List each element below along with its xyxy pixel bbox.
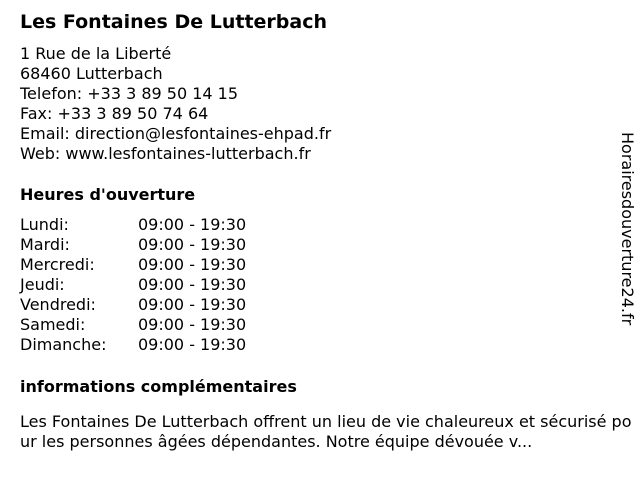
additional-info-heading: informations complémentaires (20, 377, 297, 396)
hours-row (20, 235, 246, 255)
hours-row (20, 295, 246, 315)
watermark-text: Horairesdouverture24.fr (618, 132, 637, 326)
opening-hours-table (20, 215, 246, 355)
day-label: Lundi: (20, 215, 69, 234)
hours-row (20, 255, 246, 275)
business-name: Les Fontaines De Lutterbach (20, 11, 327, 33)
day-label: Vendredi: (20, 295, 96, 314)
day-label: Mercredi: (20, 255, 95, 274)
street-address: 1 Rue de la Liberté (20, 44, 172, 63)
time-range: 09:00 - 19:30 (138, 235, 247, 254)
fax-number: Fax: +33 3 89 50 74 64 (20, 104, 209, 123)
phone-number: Telefon: +33 3 89 50 14 15 (20, 84, 239, 103)
time-range: 09:00 - 19:30 (138, 275, 247, 294)
time-range: 09:00 - 19:30 (138, 215, 247, 234)
city-postal: 68460 Lutterbach (20, 64, 163, 83)
time-range: 09:00 - 19:30 (138, 335, 247, 354)
opening-hours-heading: Heures d'ouverture (20, 185, 196, 204)
day-label: Mardi: (20, 235, 70, 254)
hours-row (20, 215, 246, 235)
day-label: Jeudi: (20, 275, 65, 294)
email-address: Email: direction@lesfontaines-ehpad.fr (20, 124, 332, 143)
day-label: Dimanche: (20, 335, 107, 354)
hours-row (20, 335, 246, 355)
website-url: Web: www.lesfontaines-lutterbach.fr (20, 144, 311, 163)
hours-row (20, 275, 246, 295)
site-watermark (614, 132, 640, 346)
description-text: Les Fontaines De Lutterbach offrent un lieu de vie chaleureux et sécurisé pour les personnes âgées dépendantes. Notre équipe dévouée v... (20, 412, 632, 451)
time-range: 09:00 - 19:30 (138, 295, 247, 314)
day-label: Samedi: (20, 315, 86, 334)
hours-row (20, 315, 246, 335)
time-range: 09:00 - 19:30 (138, 315, 247, 334)
contact-block (20, 44, 620, 164)
time-range: 09:00 - 19:30 (138, 255, 247, 274)
